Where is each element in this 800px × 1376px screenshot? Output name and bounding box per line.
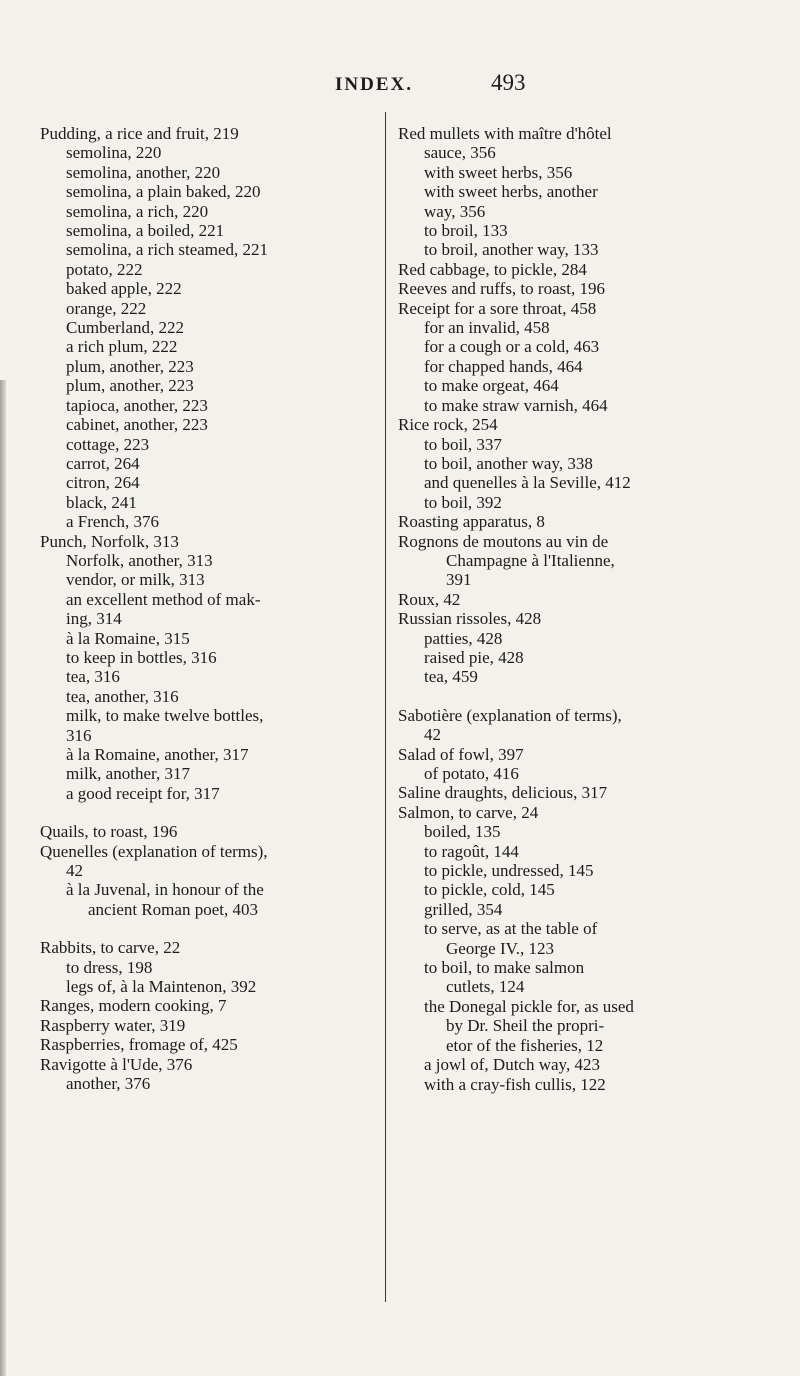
index-subentry: with sweet herbs, 356 — [424, 162, 573, 182]
entry-gap — [398, 687, 768, 706]
index-subentry: an excellent method of mak- — [66, 589, 261, 609]
index-subentry: vendor, or milk, 313 — [66, 570, 205, 590]
index-entry: Roux, 42 — [398, 589, 461, 609]
index-subentry: tea, 316 — [66, 667, 120, 687]
index-subentry: semolina, a rich, 220 — [66, 201, 209, 221]
index-subentry: to dress, 198 — [66, 957, 153, 977]
page-header — [0, 70, 800, 104]
index-entry: Ranges, modern cooking, 7 — [40, 996, 227, 1016]
index-subentry: tea, another, 316 — [66, 686, 179, 706]
index-subentry: à la Romaine, 315 — [66, 628, 190, 648]
index-subentry: to boil, another way, 338 — [424, 453, 593, 473]
index-entry: Saline draughts, delicious, 317 — [398, 783, 608, 803]
index-entry: Ravigotte à l'Ude, 376 — [40, 1054, 193, 1074]
index-subentry: patties, 428 — [424, 628, 503, 648]
index-entry: Salmon, to carve, 24 — [398, 802, 539, 822]
index-subentry: semolina, another, 220 — [66, 162, 221, 182]
index-subentry: legs of, à la Maintenon, 392 — [66, 977, 257, 997]
index-subentry: another, 376 — [66, 1074, 151, 1094]
index-entry: Reeves and ruffs, to roast, 196 — [398, 279, 605, 299]
index-subentry: ancient Roman poet, 403 — [88, 899, 258, 919]
index-entry: Raspberry water, 319 — [40, 1015, 186, 1035]
index-subentry: Cumberland, 222 — [66, 318, 185, 338]
index-entry: Pudding, a rice and fruit, 219 — [40, 124, 239, 143]
column-divider — [385, 112, 386, 1302]
index-subentry: ing, 314 — [66, 609, 122, 629]
index-subentry: to serve, as at the table of — [424, 919, 598, 939]
index-subentry: for chapped hands, 464 — [424, 356, 583, 376]
index-subentry: milk, to make twelve bottles, — [66, 706, 264, 726]
index-subentry: way, 356 — [424, 201, 486, 221]
index-subentry: 42 — [424, 725, 441, 745]
header-title: INDEX. — [335, 74, 413, 95]
entry-gap — [40, 803, 385, 822]
index-subentry: George IV., 123 — [446, 938, 554, 958]
index-subentry: to broil, 133 — [424, 221, 508, 241]
index-subentry: to make orgeat, 464 — [424, 376, 559, 396]
index-entry: Salad of fowl, 397 — [398, 744, 524, 764]
index-subentry: with a cray-fish cullis, 122 — [424, 1074, 606, 1094]
index-subentry: of potato, 416 — [424, 764, 519, 783]
index-entry: Sabotière (explanation of terms), — [398, 705, 622, 725]
index-subentry: 316 — [66, 725, 92, 745]
index-subentry: tea, 459 — [424, 667, 478, 687]
index-subentry: orange, 222 — [66, 298, 147, 318]
index-subentry: cottage, 223 — [66, 434, 150, 454]
index-subentry: a jowl of, Dutch way, 423 — [424, 1055, 600, 1075]
index-entry: Russian rissoles, 428 — [398, 609, 542, 629]
index-subentry: to boil, 392 — [424, 492, 502, 512]
index-entry: Quails, to roast, 196 — [40, 822, 178, 842]
index-entry: Roasting apparatus, 8 — [398, 512, 545, 532]
index-subentry: sauce, 356 — [424, 143, 496, 163]
index-subentry: plum, another, 223 — [66, 376, 194, 396]
index-subentry: to boil, to make salmon — [424, 958, 585, 978]
index-entry: Raspberries, fromage of, 425 — [40, 1035, 238, 1055]
index-subentry: to pickle, undressed, 145 — [424, 861, 594, 881]
index-subentry: potato, 222 — [66, 259, 143, 279]
index-subentry: plum, another, 223 — [66, 356, 194, 376]
index-subentry: cabinet, another, 223 — [66, 415, 208, 435]
page-number: 493 — [491, 70, 526, 95]
index-subentry: boiled, 135 — [424, 822, 501, 842]
index-subentry: a rich plum, 222 — [66, 337, 178, 357]
index-subentry: to ragoût, 144 — [424, 841, 519, 861]
index-subentry: cutlets, 124 — [446, 977, 525, 997]
index-subentry: a French, 376 — [66, 512, 160, 532]
index-subentry: by Dr. Sheil the propri- — [446, 1016, 605, 1036]
index-subentry: à la Juvenal, in honour of the — [66, 880, 264, 900]
index-subentry: a good receipt for, 317 — [66, 783, 220, 803]
index-subentry: 42 — [66, 861, 83, 881]
index-entry: Quenelles (explanation of terms), — [40, 841, 268, 861]
index-subentry: 391 — [446, 570, 472, 590]
index-entry: Rabbits, to carve, 22 — [40, 938, 181, 958]
index-subentry: semolina, a rich steamed, 221 — [66, 240, 269, 260]
index-entry: Receipt for a sore throat, 458 — [398, 298, 597, 318]
index-entry: Rice rock, 254 — [398, 415, 498, 435]
page-binding-shadow — [0, 380, 6, 1376]
index-subentry: grilled, 354 — [424, 899, 503, 919]
entry-gap — [40, 919, 385, 938]
index-subentry: citron, 264 — [66, 473, 140, 493]
index-entry: Punch, Norfolk, 313 — [40, 531, 179, 551]
index-subentry: raised pie, 428 — [424, 647, 524, 667]
index-subentry: to boil, 337 — [424, 434, 502, 454]
index-subentry: à la Romaine, another, 317 — [66, 745, 249, 764]
index-subentry: baked apple, 222 — [66, 279, 182, 299]
index-subentry: semolina, a boiled, 221 — [66, 221, 225, 241]
index-subentry: milk, another, 317 — [66, 764, 190, 784]
index-subentry: to pickle, cold, 145 — [424, 880, 555, 900]
index-subentry: with sweet herbs, another — [424, 182, 598, 202]
index-entry: Rognons de moutons au vin de — [398, 531, 609, 551]
index-subentry: carrot, 264 — [66, 453, 140, 473]
index-subentry: black, 241 — [66, 492, 137, 512]
index-subentry: semolina, 220 — [66, 143, 162, 163]
index-subentry: for a cough or a cold, 463 — [424, 337, 600, 357]
index-subentry: and quenelles à la Seville, 412 — [424, 473, 631, 493]
index-subentry: to keep in bottles, 316 — [66, 647, 217, 667]
index-column-left — [40, 124, 385, 1094]
index-subentry: tapioca, another, 223 — [66, 395, 208, 415]
index-column-right — [398, 124, 768, 1094]
index-subentry: Norfolk, another, 313 — [66, 550, 213, 570]
index-subentry: etor of the fisheries, 12 — [446, 1035, 604, 1055]
index-subentry: to make straw varnish, 464 — [424, 395, 608, 415]
index-subentry: to broil, another way, 133 — [424, 240, 599, 260]
index-entry: Red mullets with maître d'hôtel — [398, 124, 612, 143]
index-subentry: semolina, a plain baked, 220 — [66, 182, 261, 202]
index-subentry: for an invalid, 458 — [424, 318, 550, 338]
index-subentry: the Donegal pickle for, as used — [424, 996, 634, 1016]
index-subentry: Champagne à l'Italienne, — [446, 550, 615, 570]
index-entry: Red cabbage, to pickle, 284 — [398, 259, 587, 279]
